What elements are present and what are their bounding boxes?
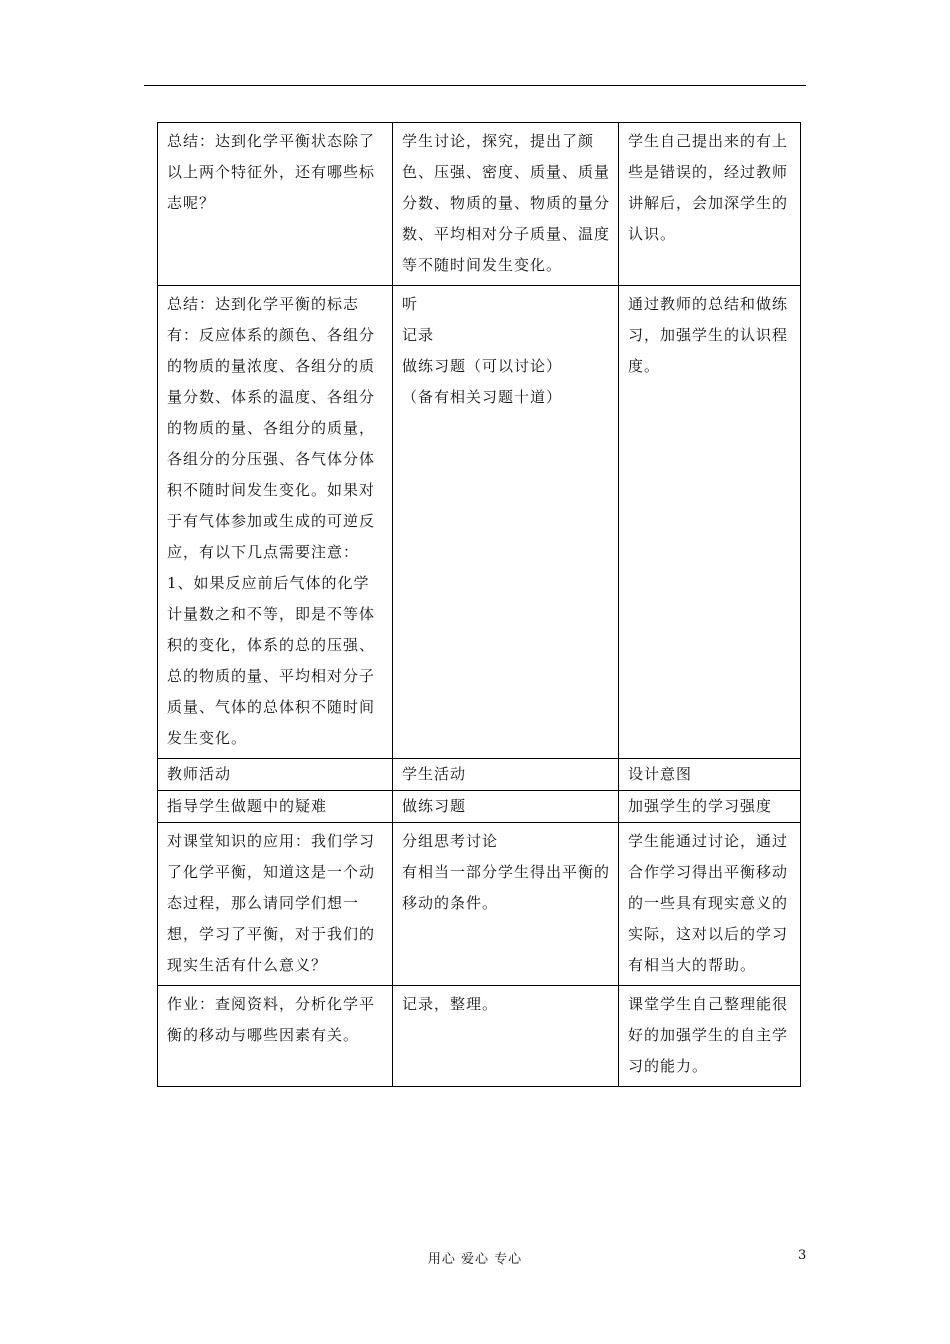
- design-intent-cell: 学生能通过讨论，通过合作学习得出平衡移动的一些具有现实意义的实际，这对以后的学习有相当大的帮助。: [619, 823, 801, 986]
- header-rule: [144, 85, 806, 86]
- table-row: [158, 286, 801, 759]
- design-intent-cell: 课堂学生自己整理能很好的加强学生的自主学习的能力。: [619, 986, 801, 1087]
- teacher-activity-cell: 指导学生做题中的疑难: [158, 791, 393, 823]
- table-row: [158, 123, 801, 286]
- student-line: 记录: [402, 326, 435, 344]
- footer-slogan: 用心 爱心 专心: [427, 1252, 523, 1267]
- header-design-intent: 设计意图: [619, 759, 801, 791]
- student-line: （备有相关习题十道）: [402, 388, 563, 406]
- student-activity-cell: 做练习题: [393, 791, 619, 823]
- page-number: 3: [798, 1248, 807, 1263]
- student-activity-cell: 学生讨论，探究，提出了颜色、压强、密度、质量、质量分数、物质的量、物质的量分数、平均相对分子质量、温度等不随时间发生变化。: [393, 123, 619, 286]
- design-intent-cell: 学生自己提出来的有上些是错误的，经过教师讲解后，会加深学生的认识。: [619, 123, 801, 286]
- table-row: [158, 823, 801, 986]
- student-line: 分组思考讨论: [402, 832, 499, 850]
- student-activity-cell: 记录，整理。: [393, 986, 619, 1087]
- teacher-activity-cell: 总结：达到化学平衡的标志有：反应体系的颜色、各组分的物质的量浓度、各组分的质量分数、体系的温度、各组分的物质的量、各组分的质量，各组分的分压强、各气体分体积不随时间发生变化。如果对于有气体参加或生成的可逆反应，有以下几点需要注意：1、如果反应前后气体的化学计量数之和不等，即是不等体积的变化，体系的总的压强、总的物质的量、平均相对分子质量、气体的总体积不随时间发生变化。: [158, 286, 393, 759]
- design-intent-cell: 通过教师的总结和做练习，加强学生的认识程度。: [619, 286, 801, 759]
- table-row: [158, 791, 801, 823]
- table-row: [158, 986, 801, 1087]
- design-intent-cell: 加强学生的学习强度: [619, 791, 801, 823]
- header-student-activity: 学生活动: [393, 759, 619, 791]
- teacher-activity-cell: 作业：查阅资料，分析化学平衡的移动与哪些因素有关。: [158, 986, 393, 1087]
- student-activity-cell: [393, 286, 619, 759]
- lesson-plan-table: [157, 122, 801, 1087]
- student-line: 听: [402, 295, 419, 313]
- teacher-activity-cell: 总结：达到化学平衡状态除了以上两个特征外，还有哪些标志呢？: [158, 123, 393, 286]
- student-activity-cell: [393, 823, 619, 986]
- student-line: 做练习题（可以讨论）: [402, 357, 563, 375]
- student-line: 有相当一部分学生得出平衡的移动的条件。: [402, 863, 611, 912]
- table-header-row: [158, 759, 801, 791]
- header-teacher-activity: 教师活动: [158, 759, 393, 791]
- teacher-activity-cell: 对课堂知识的应用：我们学习了化学平衡，知道这是一个动态过程，那么请同学们想一想，学习了平衡，对于我们的现实生活有什么意义？: [158, 823, 393, 986]
